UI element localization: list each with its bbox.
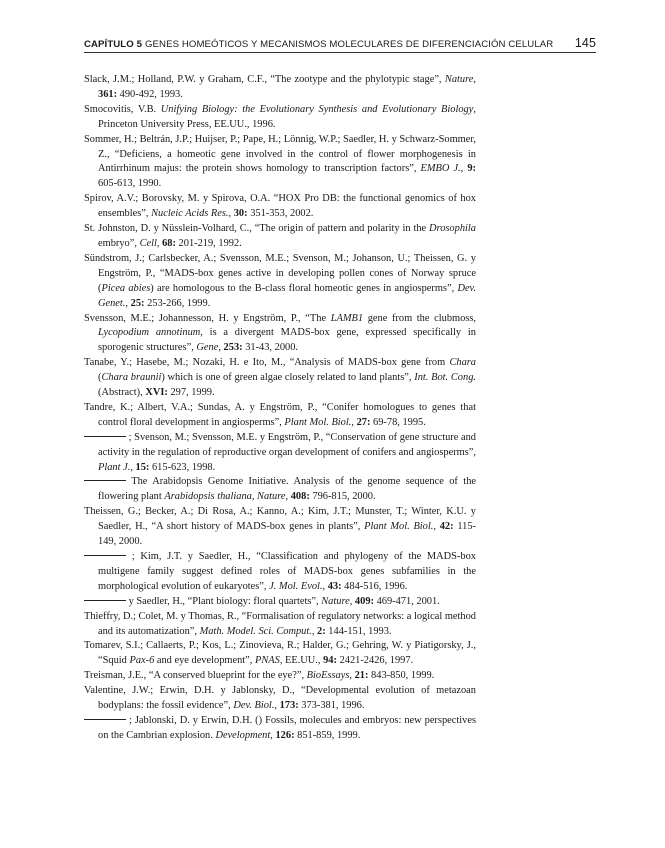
text-run: Valentine, J.W.; Erwin, D.H. y Jablonsky, D., “Developmental evolution of metazoan bodyplans: the fossil evidence”, [84, 685, 476, 712]
volume-number: 408: [290, 491, 310, 503]
reference-entry [84, 312, 476, 357]
text-run: , [228, 208, 234, 220]
volume-number: 15: [135, 461, 150, 473]
chapter-label: CAPÍTULO 5 [84, 39, 143, 50]
reference-entry [84, 639, 476, 669]
italic-run: Nucleic Acids Res. [151, 208, 229, 220]
text-run: , [349, 670, 355, 682]
italic-run: Dev. Genet. [98, 282, 476, 309]
text-run: , [218, 342, 224, 354]
text-run: , [251, 491, 258, 503]
volume-number: 253: [223, 342, 243, 354]
volume-number: 43: [327, 580, 342, 592]
text-run: St. Johnston, D. y Nüsslein-Volhard, C., “The origin of pattern and polarity in the [84, 223, 430, 235]
text-run: gene from the clubmoss, [363, 312, 476, 324]
text-run: 201-219, 1992. [175, 237, 242, 249]
italic-run: Nature [257, 491, 286, 503]
text-run: Tandre, K.; Albert, V.A.; Sundas, A. y Engström, P., “Conifer homologues to genes that control floral development in angiosperms”, [84, 401, 476, 428]
text-run: 615-623, 1998. [149, 461, 216, 473]
italic-run: Nature [444, 74, 474, 85]
volume-number: 361: [98, 88, 118, 100]
italic-run: Int. Bot. Cong. [414, 372, 476, 384]
reference-entry [84, 252, 476, 312]
text-run: 851-859, 1999. [294, 729, 361, 741]
text-run: , [285, 491, 291, 503]
running-header [84, 36, 596, 52]
italic-run: LAMB1 [330, 312, 364, 324]
text-run: 605-613, 1990. [98, 178, 162, 190]
volume-number: 21: [354, 670, 369, 682]
text-run: 144-151, 1993. [325, 625, 392, 637]
text-run: , [322, 580, 328, 592]
reference-entry [84, 133, 476, 193]
reference-entry [84, 684, 476, 714]
text-run: , Princeton University Press, EE.UU., 1996. [98, 103, 476, 130]
text-run: (Abstract), [98, 387, 146, 399]
repeated-author-dash [84, 719, 126, 720]
text-run: 2421-2426, 1997. [336, 655, 414, 667]
text-run: ; Jablonski, D. y Erwin, D.H. () Fossils, molecules and embryos: new perspectives on the Cambrian explosion. [98, 714, 476, 741]
text-run: 115-149, 2000. [98, 521, 476, 548]
reference-entry [84, 73, 476, 103]
text-run: Thieffry, D.; Colet, M. y Thomas, R., “Formalisation of regulatory networks: a logical method and its automatization”, [84, 610, 476, 637]
italic-run: Nature [321, 595, 350, 607]
italic-run: Development [215, 729, 271, 741]
repeated-author-dash [84, 480, 126, 481]
text-run: ; Svenson, M.; Svensson, M.E. y Engström, P., “Conservation of gene structure and activity in the regulation of reproductive organ development of conifers and angiosperms”, [98, 431, 476, 458]
text-run: 351-353, 2002. [247, 208, 314, 220]
reference-entry [84, 669, 476, 684]
italic-run: Plant Mol. Biol. [284, 416, 352, 428]
text-run: 484-516, 1996. [341, 580, 408, 592]
italic-run: Lycopodium annotinum [98, 327, 201, 339]
volume-number: 126: [275, 729, 295, 741]
italic-run: Picea abies [101, 282, 151, 294]
text-run: 31-43, 2000. [242, 342, 299, 354]
text-run: 490-492, 1993. [117, 88, 183, 100]
text-run: , [156, 237, 163, 249]
text-run: y Saedler, H., “Plant biology: floral quartets”, [126, 595, 322, 607]
text-run: Slack, J.M.; Holland, P.W. y Graham, C.F., “The zootype and the phylotypic stage”, [84, 74, 445, 85]
text-run: 69-78, 1995. [370, 416, 426, 428]
text-run: Treisman, J.E., “A conserved blueprint for the eye?”, [84, 670, 307, 682]
volume-number: 9: [467, 163, 476, 175]
volume-number: XVI: [145, 387, 168, 399]
italic-run: Plant Mol. Biol. [364, 521, 434, 533]
text-run: , [130, 461, 136, 473]
volume-number: 173: [279, 700, 299, 712]
text-run: , EE.UU., [279, 655, 324, 667]
reference-entry [84, 401, 476, 431]
reference-entry [84, 610, 476, 640]
text-run: 796-815, 2000. [309, 491, 376, 503]
text-run: , [274, 700, 280, 712]
italic-run: Cell [139, 237, 157, 249]
reference-entry [84, 431, 476, 476]
reference-entry [84, 103, 476, 133]
volume-number: 94: [323, 655, 337, 667]
repeated-author-dash [84, 555, 126, 556]
text-run: ) which is one of green algae closely related to land plants”, [161, 372, 415, 384]
text-run: Tomarev, S.I.; Callaerts, P.; Kos, L.; Zinovieva, R.; Halder, G.; Gehring, W. y Piatigorsky, J., “Squid [84, 640, 476, 667]
reference-entry [84, 192, 476, 222]
text-run: , [433, 521, 440, 533]
reference-entry [84, 222, 476, 252]
text-run: ; Kim, J.T. y Saedler, H., “Classification and phylogeny of the MADS-box multigene family suggest defined roles of MADS-box genes subfamilies in the morphological evolution of eukaryotes”, [98, 551, 476, 592]
text-run: Spirov, A.V.; Borovsky, M. y Spirova, O.A. “HOX Pro DB: the functional genomics of hox ensembles”, [84, 193, 476, 220]
italic-run: Plant J. [98, 461, 131, 473]
text-run: , [270, 729, 276, 741]
reference-entry [84, 475, 476, 505]
text-run: 469-471, 2001. [373, 595, 440, 607]
repeated-author-dash [84, 600, 126, 601]
italic-run: Chara braunii [101, 372, 162, 384]
volume-number: 25: [130, 297, 145, 309]
italic-run: Drosophila [429, 223, 476, 235]
text-run: , [473, 74, 476, 85]
italic-run: Pax-6 [129, 655, 155, 667]
italic-run: PNAS [254, 655, 280, 667]
reference-entry [84, 595, 476, 610]
text-run: , is a divergent MADS-box gene, expressed specifically in sporogenic structures”, [98, 327, 476, 354]
volume-number: 2: [317, 625, 326, 637]
italic-run: Math. Model. Sci. Comput. [199, 625, 312, 637]
text-run: Theissen, G.; Becker, A.; Di Rosa, A.; Kanno, A.; Kim, J.T.; Munster, T.; Winter, K.U. y Saedler, H., “A short history of MADS-box genes in plants”, [84, 506, 476, 533]
text-run: Sündstrom, J.; Carlsbecker, A.; Svensson, M.E.; Svenson, M.; Johanson, U.; Theissen, G. y Engström, P., “MADS-box genes active in developing pollen cones of Norway spruce ( [84, 252, 476, 294]
text-run: , [349, 595, 355, 607]
text-run: Smocovitis, V.B. [84, 103, 161, 115]
reference-entry [84, 505, 476, 550]
text-run: ( [98, 372, 102, 384]
text-run: Tanabe, Y.; Hasebe, M.; Nozaki, H. e Ito, M., “Analysis of MADS-box gene from [84, 357, 450, 369]
text-run: 373-381, 1996. [298, 700, 365, 712]
volume-number: 27: [356, 416, 371, 428]
text-run: ) are homologous to the B-class floral homeotic genes in angiosperms”, [150, 282, 458, 294]
text-run: 843-850, 1999. [368, 670, 435, 682]
repeated-author-dash [84, 436, 126, 437]
text-run: embryo”, [98, 237, 140, 249]
text-run: , [351, 416, 357, 428]
italic-run: Unifying Biology: the Evolutionary Synthesis and Evolutionary Biology [160, 103, 474, 115]
volume-number: 42: [439, 521, 454, 533]
page-number: 145 [574, 36, 596, 50]
text-run: , [460, 163, 468, 175]
chapter-title: GENES HOMEÓTICOS Y MECANISMOS MOLECULARES DE DIFERENCIACIÓN CELULAR [145, 39, 554, 50]
text-run: The Arabidopsis Genome Initiative. Analysis of the genome sequence of the flowering plant [98, 476, 476, 503]
italic-run: Dev. Biol. [233, 700, 275, 712]
italic-run: J. Mol. Evol. [269, 580, 323, 592]
reference-list [84, 73, 476, 744]
reference-entry [84, 714, 476, 744]
italic-run: BioEssays [306, 670, 350, 682]
italic-run: Chara [449, 357, 476, 369]
italic-run: EMBO J. [420, 163, 461, 175]
italic-run: Gene [196, 342, 219, 354]
text-run: Svensson, M.E.; Johannesson, H. y Engström, P., “The [84, 312, 331, 324]
reference-entry [84, 356, 476, 401]
volume-number: 30: [233, 208, 248, 220]
reference-entry [84, 550, 476, 595]
text-run: Sommer, H.; Beltrán, J.P.; Huijser, P.; Pape, H.; Lönnig, W.P.; Saedler, H. y Schwarz-Sommer, Z., “Deficiens, a homeotic gene involved in the control of flower morphogenesis in Antirrhinum majus: the protein shows homology to transcription factors”, [84, 133, 476, 175]
volume-number: 409: [354, 595, 374, 607]
text-run: , [311, 625, 318, 637]
text-run: , [125, 297, 131, 309]
text-run: and eye development”, [154, 655, 255, 667]
header-rule [84, 52, 596, 53]
text-run: 253-266, 1999. [144, 297, 211, 309]
italic-run: Arabidopsis thaliana [164, 491, 252, 503]
text-run: 297, 1999. [167, 387, 215, 399]
volume-number: 68: [162, 237, 176, 249]
